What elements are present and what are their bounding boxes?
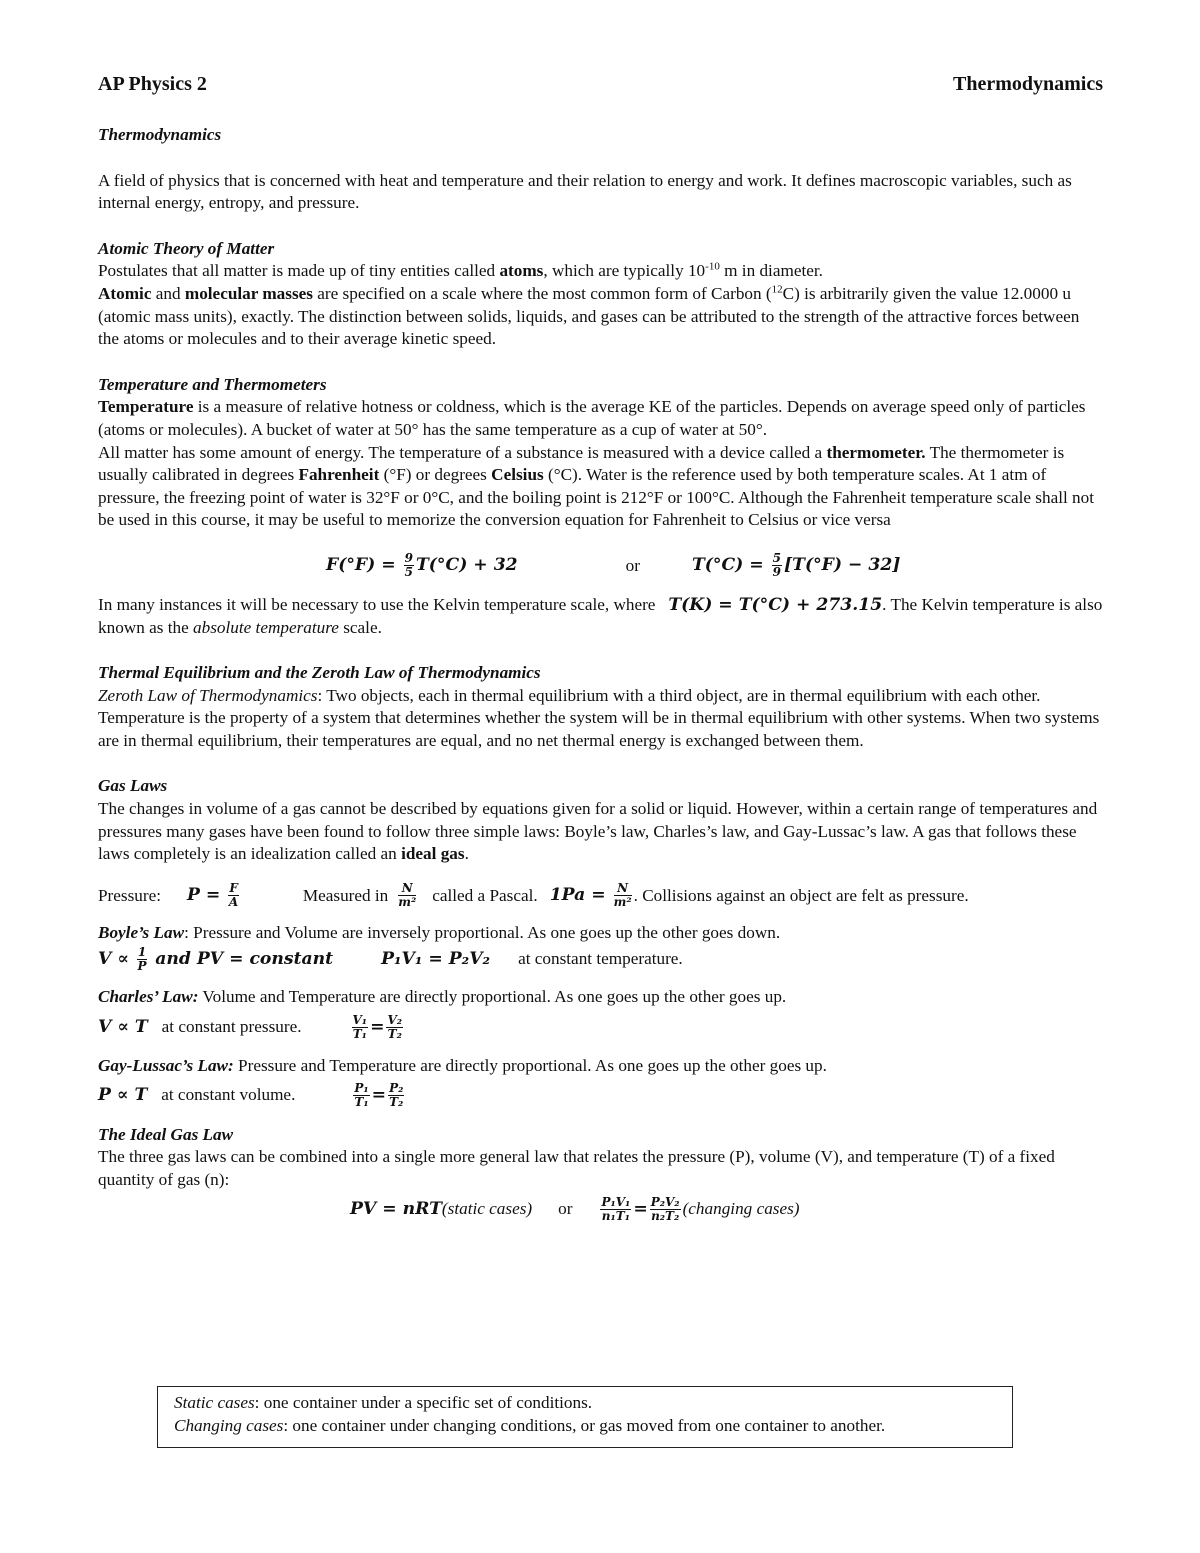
section-title-gas-laws: Gas Laws [98,776,168,796]
atomic-paragraph-1: Postulates that all matter is made up of tiny entities called atoms, which are typically $10^{-10}$ m in diameter. [98,260,823,281]
intro-paragraph: A field of physics that is concerned with heat and temperature and their relation to energy and work. It defines macroscopic variables, such as internal energy, entropy, and pressure. [98,170,1072,213]
or-label: or [625,555,640,575]
cases-note-box [157,1386,1013,1448]
ideal-gas-paragraph: The three gas laws can be combined into a single more general law that relates the pressure (P), volume (V), and temperature (T) of a fixed quantity of gas (n): [98,1147,1055,1189]
conversion-equations [98,546,1103,586]
kelvin-paragraph: In many instances it will be necessary to use the Kelvin temperature scale, where T(K) = T(°C) + 273.15. The Kelvin temperature is also known as the absolute temperature scale. [98,594,1103,637]
celsius-equation: T(°C) = $\frac{5}{9}$ [T(°F) − 32] [691,551,901,580]
gay-lussac-law-line: Gay-Lussac’s Law: Pressure and Temperature are directly proportional. As one goes up the other goes up. [98,1056,827,1076]
gay-lussac-equations: P ∝ T at constant volume. $\frac{\text{P₁}}{\text{T₁}}$ = $\frac{\text{P₂}}{\text{T₂}}$ [98,1081,404,1110]
ideal-gas-equations: PV = nRT (static cases) or $\frac{\text{P₁V₁}}{\text{n₁T₁}}$ = $\frac{\text{P₂V₂}}{\text{n₂T₂}}$ (changing cases) [350,1194,800,1223]
section-title-ideal-gas-law: The Ideal Gas Law [98,1124,234,1144]
section-title-atomic-theory: Atomic Theory of Matter [98,238,275,258]
charles-law-line: Charles’ Law: Volume and Temperature are directly proportional. As one goes up the other goes up. [98,987,787,1007]
section-title-thermodynamics: Thermodynamics [98,125,222,144]
temperature-paragraph-1: Temperature is a measure of relative hotness or coldness, which is the average KE of the particles. Depends on average speed only of particles (atoms or molecules). A bucket of water at 50° has the same temperature as a cup of water at 50°. [98,397,1086,439]
document-page [98,70,1103,1227]
fahrenheit-equation: F(°F) = $\frac{9}{5}$ T(°C) + 32 [326,551,518,580]
static-cases-note: Static cases: one container under a specific set of conditions. [174,1393,593,1412]
temperature-paragraph-2: All matter has some amount of energy. The temperature of a substance is measured with a device called a thermometer. The thermometer is usually calibrated in degrees Fahrenheit (°F) or degrees Celsius (°C). Water is the reference used by both temperature scales. At 1 atm of pressure, the freezing point of water is 32°F or 0°C, and the boiling point is 212°F or 100°C. Although the Fahrenheit temperature scale shall not be used in this course, it may be useful to memorize the conversion equation for Fahrenheit to Celsius or vice versa [98,442,1095,530]
zeroth-paragraph: Zeroth Law of Thermodynamics: Two objects, each in thermal equilibrium with a third object, are in thermal equilibrium with each other. Temperature is the property of a system that determines whether the system will be in thermal equilibrium with other systems. When two systems are in thermal equilibrium, their temperatures are equal, and no net thermal energy is exchanged between them. [98,685,1100,750]
section-title-zeroth-law: Thermal Equilibrium and the Zeroth Law of Thermodynamics [98,663,541,683]
course-title: AP Physics 2 [98,73,207,95]
changing-cases-note: Changing cases: one container under changing conditions, or gas moved from one container to another. [174,1415,886,1435]
section-title-temperature: Temperature and Thermometers [98,374,327,394]
charles-equations: V ∝ T at constant pressure. $\frac{\text{V₁}}{\text{T₁}}$ = $\frac{\text{V₂}}{\text{T₂}}$ [98,1012,403,1041]
atomic-paragraph-2: Atomic and molecular masses are specified on a scale where the most common form of Carbon ($^{12}$C) is arbitrarily given the value 12.0000 u (atomic mass units), exactly. The distinction between solids, liquids, and gases can be attributed to the strength of the attractive forces between the atoms or molecules and to their average kinetic speed. [98,283,1080,349]
page-header [98,70,1103,98]
boyle-law-line: Boyle’s Law: Pressure and Volume are inversely proportional. As one goes up the other goes down. [98,922,781,942]
pressure-row: Pressure: P = $\frac{F}{A}$ Measured in $\frac{N}{\text{m²}}$ called a Pascal. 1Pa = $\frac{N}{\text{m²}}$ . Collisions against an object are felt as pressure. [98,881,969,910]
gas-laws-paragraph: The changes in volume of a gas cannot be described by equations given for a solid or liquid. However, within a certain range of temperatures and pressures many gases have been found to follow three simple laws: Boyle’s law, Charles’s law, and Gay-Lussac’s law. A gas that follows these laws completely is an idealization called an ideal gas. [98,799,1098,864]
boyle-equations: V ∝ $\frac{1}{P}$ and PV = constant P₁V₁ = P₂V₂ at constant temperature. [98,944,683,973]
unit-title: Thermodynamics [953,73,1103,95]
